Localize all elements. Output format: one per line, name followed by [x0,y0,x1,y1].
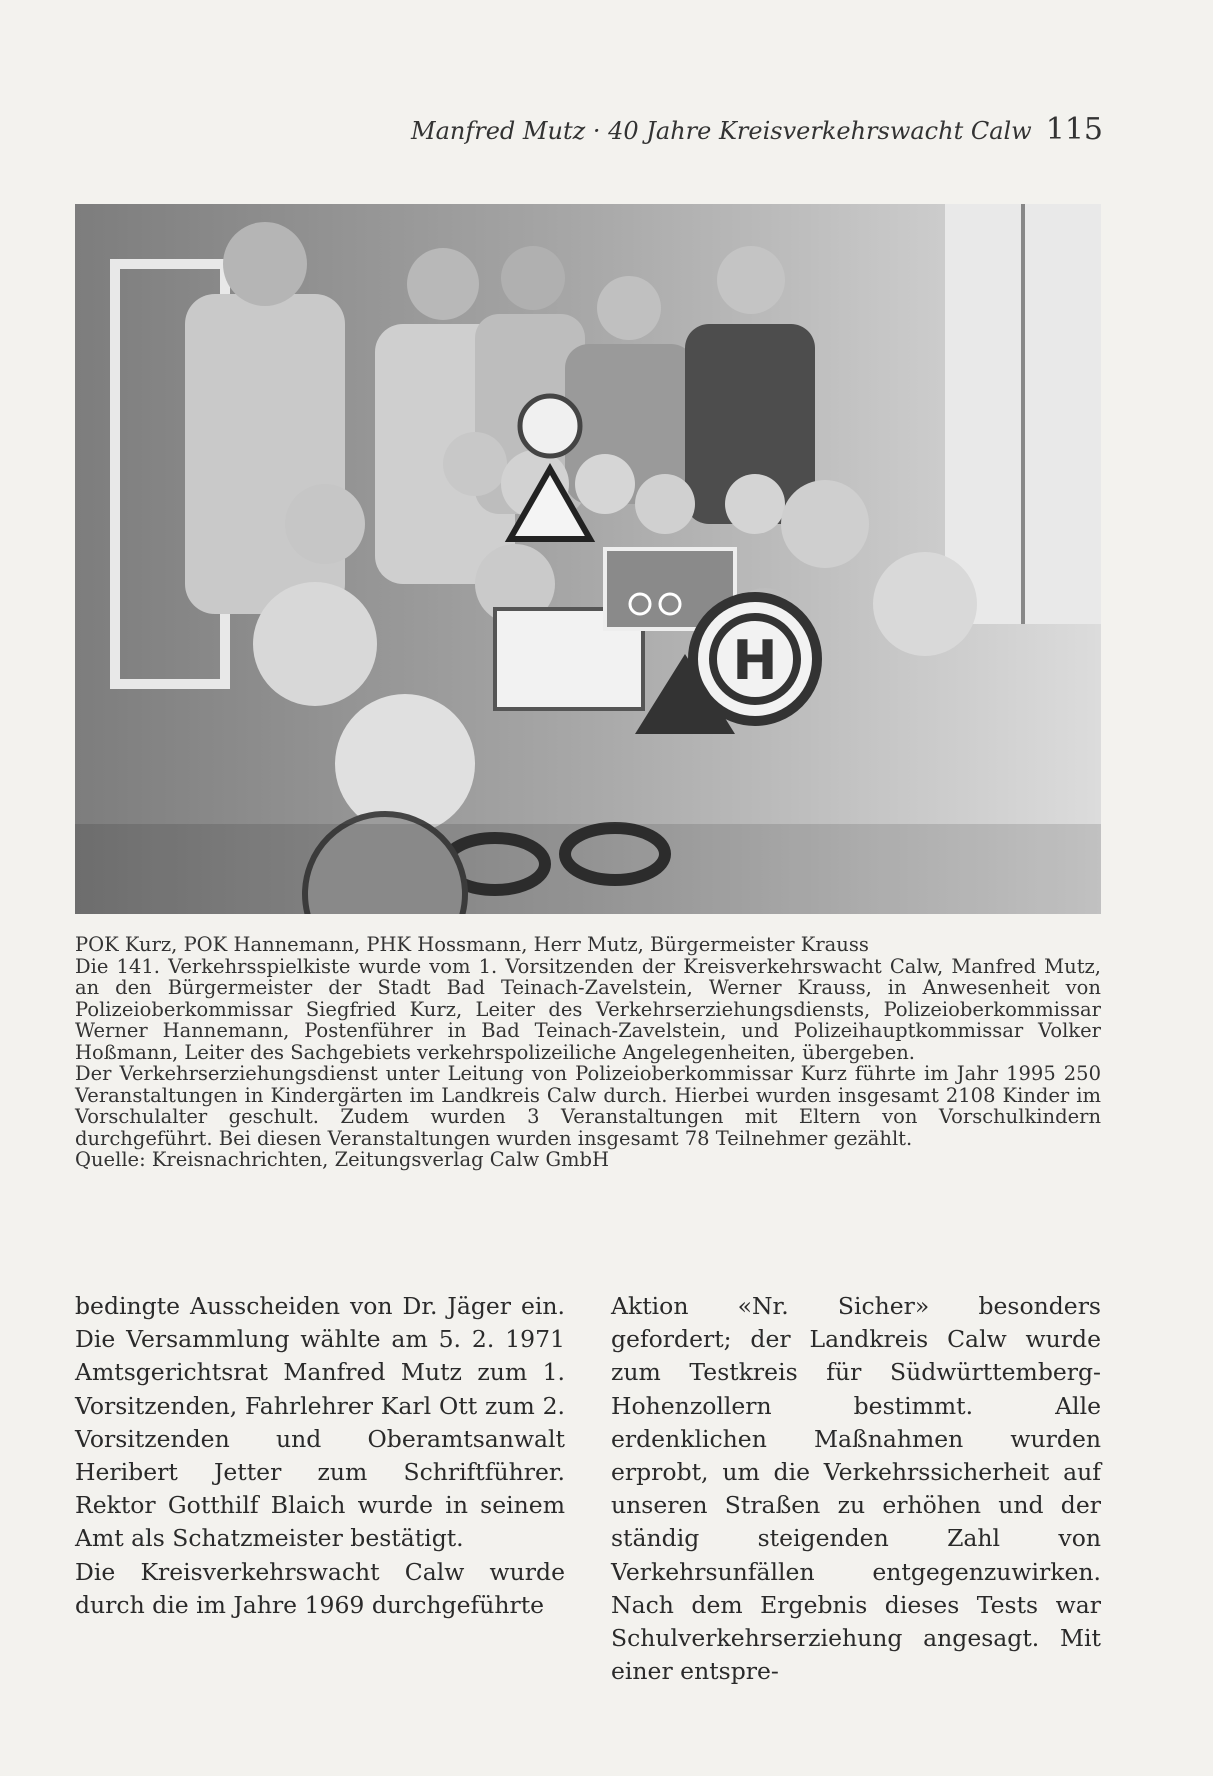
left-paragraph-2: Die Kreisverkehrswacht Calw wurde durch die im Jahre 1969 durchgeführte [75,1557,565,1619]
photo-caption [75,934,1101,1171]
running-head [411,112,1103,147]
group-photo [75,204,1101,914]
caption-source: Quelle: Kreisnachrichten, Zeitungsverlag Calw GmbH [75,1148,609,1171]
body-columns [75,1290,1101,1688]
caption-names: POK Kurz, POK Hannemann, PHK Hossmann, Herr Mutz, Bürgermeister Krauss [75,933,869,956]
caption-paragraph-2: Der Verkehrserziehungsdienst unter Leitung von Polizeioberkommissar Kurz führte im Jahr 1995 250 Veranstaltungen in Kindergärten im Landkreis Calw durch. Hierbei wurden insgesamt 2108 Kinder im Vorschulalter geschult. Zudem wurden 3 Veranstaltungen mit Eltern von Vorschulkindern durchgeführt. Bei diesen Veranstaltungen wurden insgesamt 78 Teilnehmer gezählt. [75,1062,1101,1150]
right-column [611,1290,1101,1688]
svg-text:H: H [732,629,778,692]
running-title: Manfred Mutz · 40 Jahre Kreisverkehrswacht Calw [411,117,1032,145]
page-number: 115 [1045,112,1103,147]
left-column [75,1290,565,1688]
caption-paragraph-1: Die 141. Verkehrsspielkiste wurde vom 1. Vorsitzenden der Kreisverkehrswacht Calw, Manfred Mutz, an den Bürgermeister der Stadt Bad Teinach-Zavelstein, Werner Krauss, in Anwesenheit von Polizeioberkommissar Siegfried Kurz, Leiter des Verkehrserziehungsdiensts, Polizeioberkommissar Werner Hannemann, Postenführer in Bad Teinach-Zavelstein, und Polizeihauptkommissar Volker Hoßmann, Leiter des Sachgebiets verkehrspolizeiliche Angelegenheiten, übergeben. [75,954,1101,1064]
photo-illustration [75,204,1101,914]
left-paragraph-1: bedingte Ausscheiden von Dr. Jäger ein. Die Versammlung wählte am 5. 2. 1971 Amtsgerichtsrat Manfred Mutz zum 1. Vorsitzenden, Fahrlehrer Karl Ott zum 2. Vorsitzenden und Oberamtsanwalt Heribert Jetter zum Schriftführer. Rektor Gotthilf Blaich wurde in seinem Amt als Schatzmeister bestätigt. [75,1292,565,1553]
right-paragraph-1: Aktion «Nr. Sicher» besonders gefordert; der Landkreis Calw wurde zum Testkreis für Südwürttemberg-Hohenzollern bestimmt. Alle erdenklichen Maßnahmen wurden erprobt, um die Verkehrssicherheit auf unseren Straßen zu erhöhen und der ständig steigenden Zahl von Verkehrsunfällen entgegenzuwirken. Nach dem Ergebnis dieses Tests war Schulverkehrserziehung angesagt. Mit einer entspre- [611,1292,1101,1686]
sign-children-crossing [520,396,580,456]
